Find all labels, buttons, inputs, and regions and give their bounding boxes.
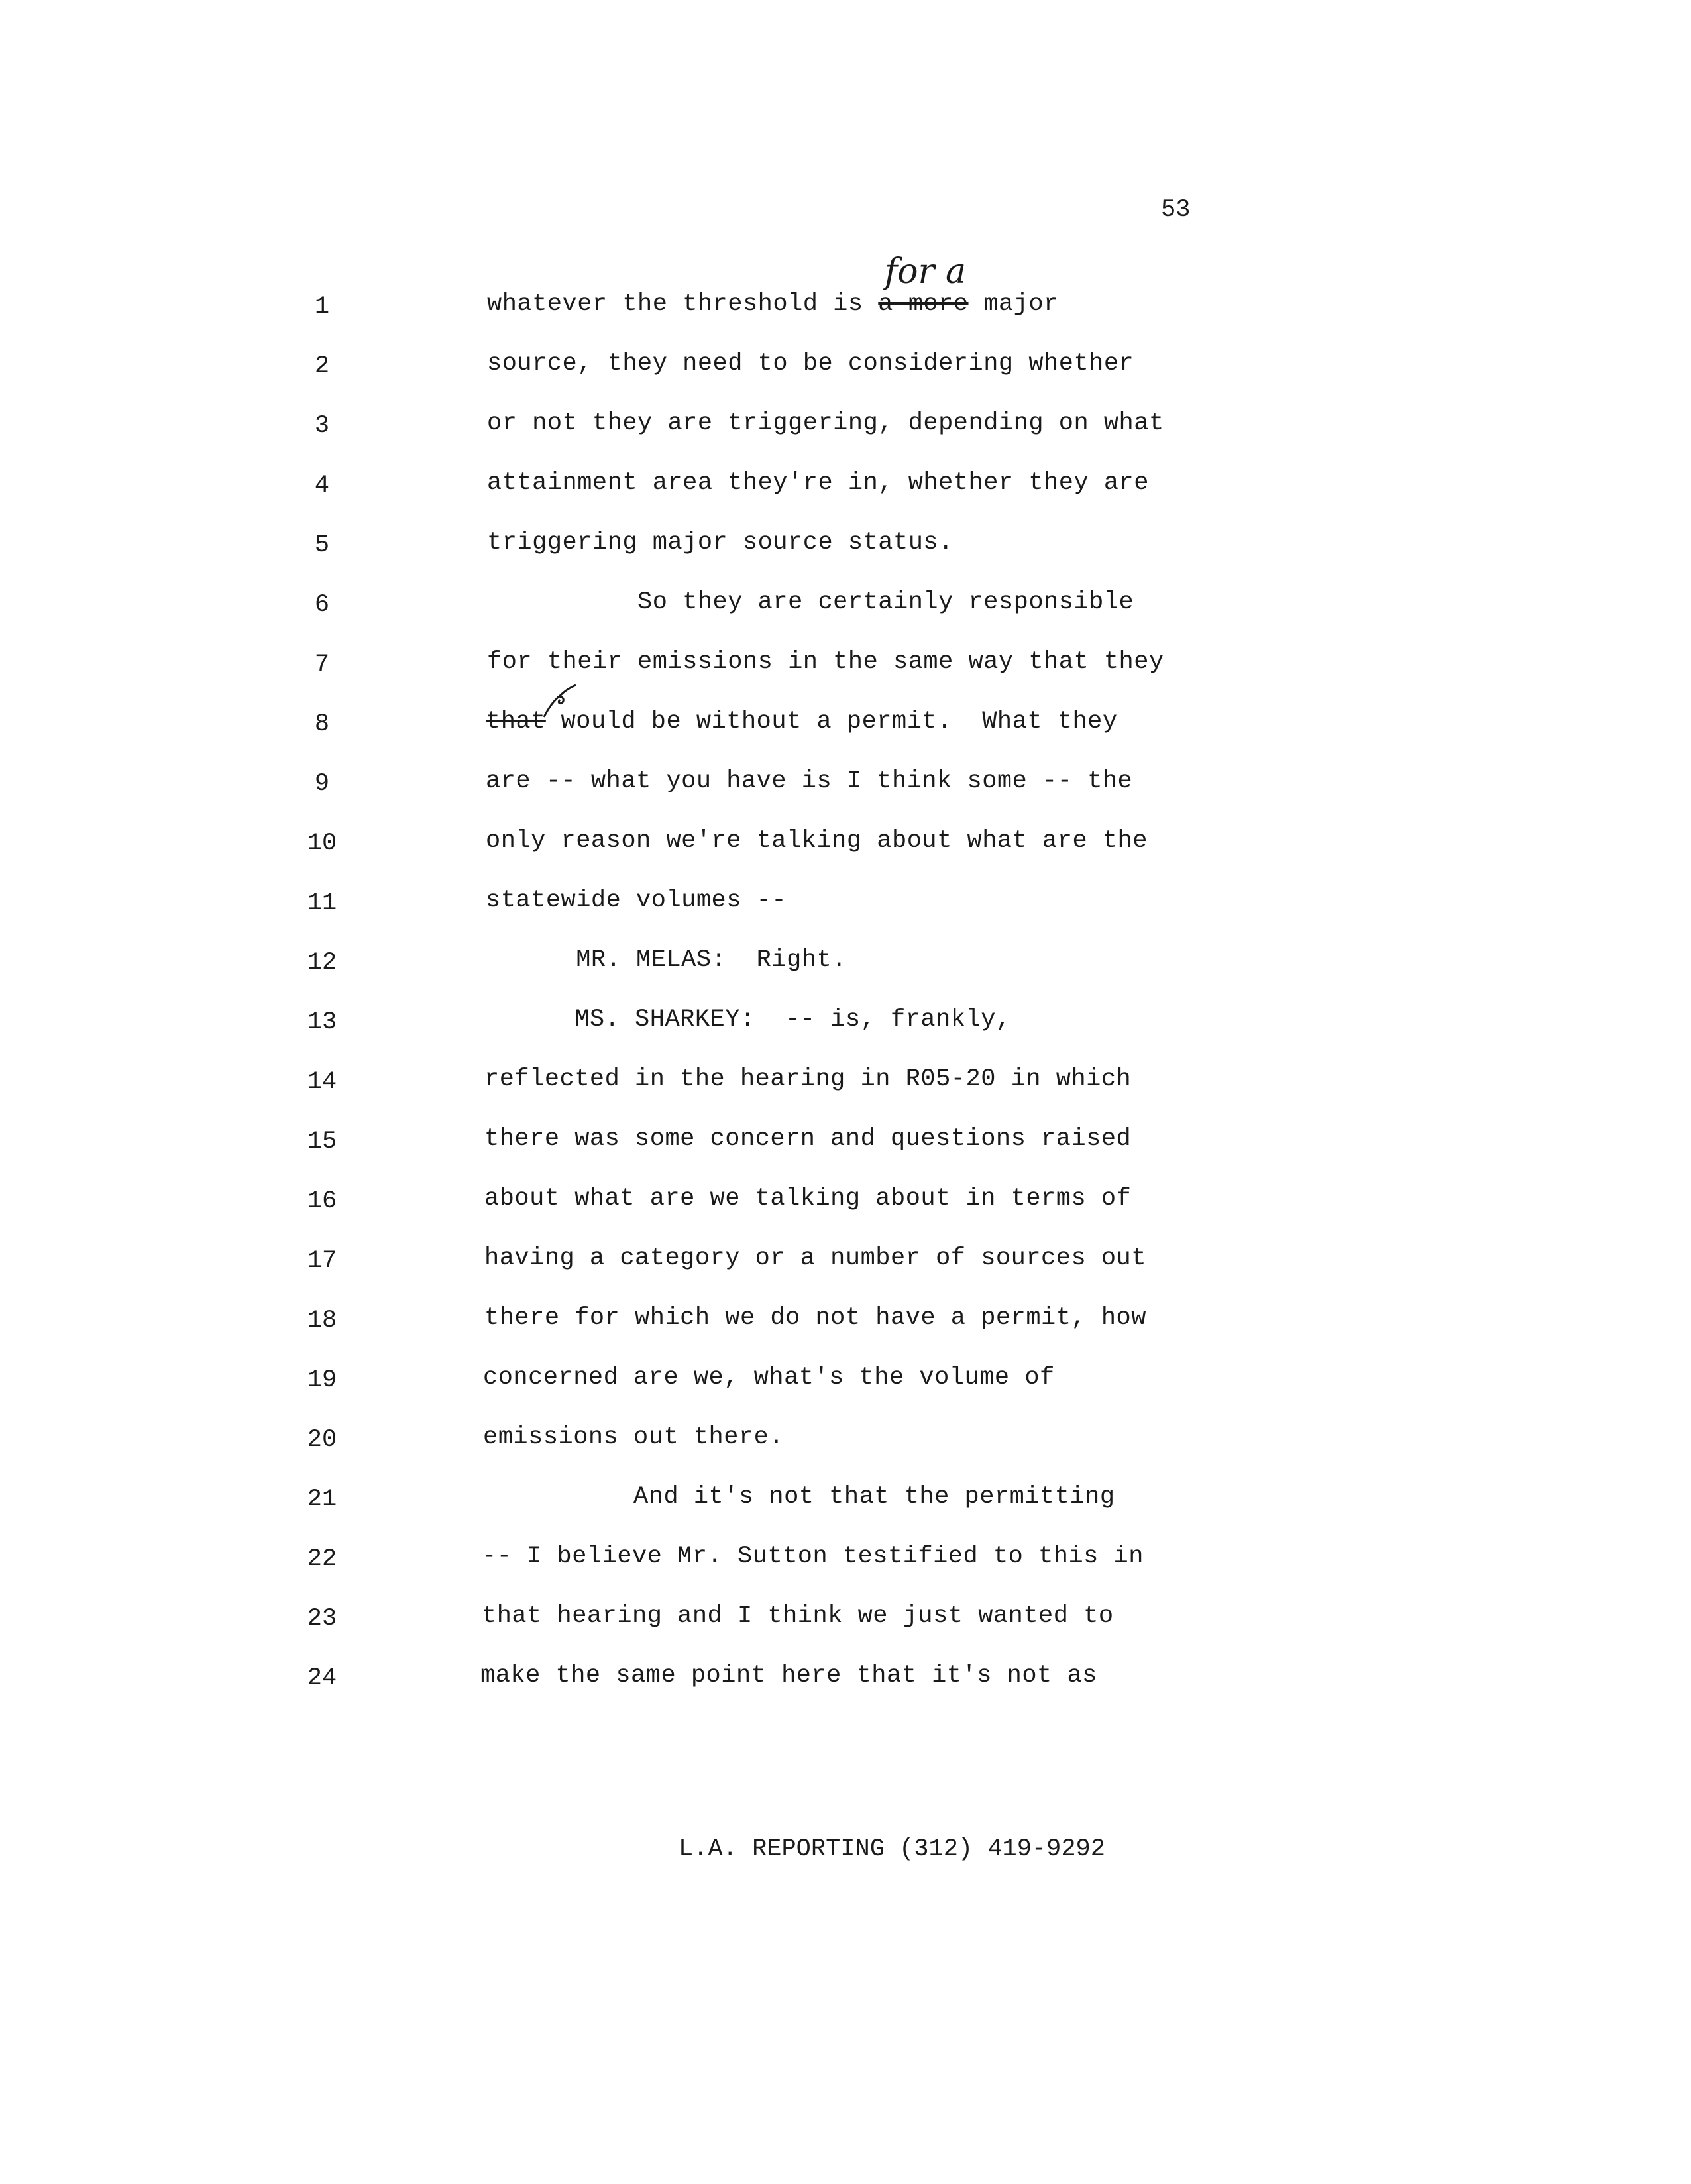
line-number: 22 bbox=[307, 1545, 337, 1573]
transcript-line: source, they need to be considering whether bbox=[487, 350, 1134, 378]
transcript-line: statewide volumes -- bbox=[486, 887, 787, 914]
transcript-line: triggering major source status. bbox=[487, 529, 954, 557]
transcript-line: MS. SHARKEY: -- is, frankly, bbox=[484, 1006, 1011, 1034]
transcript-line: only reason we're talking about what are the bbox=[486, 827, 1148, 855]
transcript-line: concerned are we, what's the volume of bbox=[483, 1364, 1055, 1392]
struck-text: a more bbox=[878, 290, 969, 318]
transcript-line: having a category or a number of sources out bbox=[484, 1244, 1146, 1272]
line-number: 3 bbox=[314, 412, 330, 440]
line-number: 2 bbox=[314, 353, 330, 380]
line-number: 23 bbox=[307, 1605, 337, 1633]
transcript-line: reflected in the hearing in R05-20 in which bbox=[484, 1065, 1132, 1093]
line-number: 16 bbox=[307, 1187, 337, 1215]
line-number: 13 bbox=[307, 1009, 337, 1036]
transcript-line: for their emissions in the same way that they bbox=[487, 648, 1164, 676]
line-number: 8 bbox=[314, 710, 330, 738]
transcript-line: or not they are triggering, depending on what bbox=[487, 410, 1164, 437]
line-text-post: would be without a permit. What they bbox=[545, 708, 1118, 736]
line-number: 17 bbox=[307, 1247, 337, 1275]
transcript-line: attainment area they're in, whether they are bbox=[487, 469, 1149, 497]
line-number: 1 bbox=[314, 293, 330, 321]
transcript-line bbox=[487, 290, 1059, 318]
struck-text: that bbox=[486, 708, 546, 736]
line-number: 21 bbox=[307, 1486, 337, 1513]
line-text-post: major bbox=[968, 290, 1059, 318]
line-number: 4 bbox=[314, 472, 330, 500]
line-number: 24 bbox=[307, 1665, 337, 1692]
line-number: 18 bbox=[307, 1307, 337, 1335]
line-number: 20 bbox=[307, 1426, 337, 1454]
line-number: 12 bbox=[307, 949, 337, 977]
transcript-line: So they are certainly responsible bbox=[487, 588, 1134, 616]
footer: L.A. REPORTING (312) 419-9292 bbox=[679, 1835, 1105, 1863]
line-number: 5 bbox=[314, 531, 330, 559]
line-text-pre: whatever the threshold is bbox=[487, 290, 879, 318]
line-number: 15 bbox=[307, 1128, 337, 1156]
transcript-line bbox=[486, 708, 1118, 736]
page-number: 53 bbox=[1161, 196, 1191, 224]
line-number: 9 bbox=[314, 770, 330, 798]
transcript-line: -- I believe Mr. Sutton testified to this in bbox=[482, 1543, 1144, 1570]
line-number: 14 bbox=[307, 1068, 337, 1096]
transcript-line: MR. MELAS: Right. bbox=[486, 946, 847, 974]
line-number: 6 bbox=[314, 591, 330, 619]
line-number: 10 bbox=[307, 830, 337, 857]
line-number: 19 bbox=[307, 1366, 337, 1394]
transcript-line: there for which we do not have a permit, how bbox=[484, 1304, 1146, 1332]
transcript-line: about what are we talking about in terms of bbox=[484, 1185, 1132, 1213]
line-number: 11 bbox=[307, 889, 337, 917]
transcript-line: there was some concern and questions raised bbox=[484, 1125, 1132, 1153]
handwritten-mark bbox=[540, 682, 580, 722]
handwritten-insert: for a bbox=[885, 252, 966, 292]
transcript-line: make the same point here that it's not as bbox=[480, 1662, 1097, 1690]
transcript-line: that hearing and I think we just wanted to bbox=[482, 1602, 1114, 1630]
transcript-line: And it's not that the permitting bbox=[483, 1483, 1115, 1511]
transcript-line: are -- what you have is I think some -- the bbox=[486, 767, 1133, 795]
line-number: 7 bbox=[314, 651, 330, 679]
transcript-line: emissions out there. bbox=[483, 1423, 785, 1451]
